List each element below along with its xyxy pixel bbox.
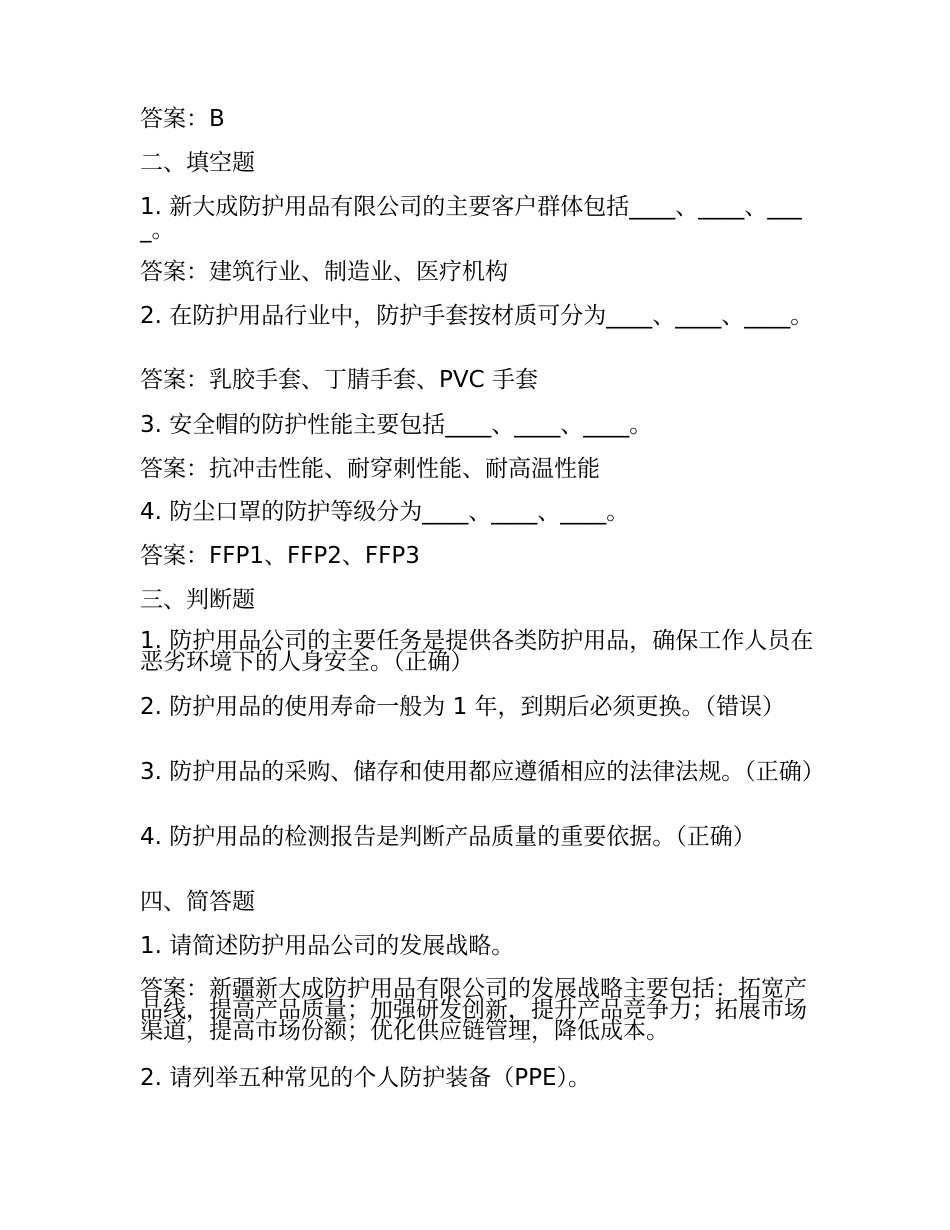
section-heading-true-false: 三、判断题 xyxy=(140,587,255,613)
fill-answer-1: 答案：建筑行业、制造业、医疗机构 xyxy=(140,259,508,285)
short-answer-1: 答案：新疆新大成防护用品有限公司的发展战略主要包括：拓宽产品线，提高产品质量；加强研发创新，提升产品竞争力；拓展市场渠道，提高市场份额；优化供应链管理，降低成本。 xyxy=(140,976,807,1044)
answer-line: 答案：B xyxy=(140,106,225,132)
judge-question-1: 1. 防护用品公司的主要任务是提供各类防护用品，确保工作人员在恶劣环境下的人身安全。（正确） xyxy=(140,628,814,675)
judge-question-2: 2. 防护用品的使用寿命一般为 1 年，到期后必须更换。（错误） xyxy=(140,694,786,720)
section-heading-fill-in: 二、填空题 xyxy=(140,150,255,176)
fill-question-2: 2. 在防护用品行业中，防护手套按材质可分为____、____、____。 xyxy=(140,303,814,329)
fill-answer-2: 答案：乳胶手套、丁腈手套、PVC 手套 xyxy=(140,367,538,393)
short-question-2: 2. 请列举五种常见的个人防护装备（PPE）。 xyxy=(140,1065,592,1091)
section-heading-short-answer: 四、简答题 xyxy=(140,889,255,915)
fill-answer-4: 答案：FFP1、FFP2、FFP3 xyxy=(140,543,420,569)
fill-question-1: 1. 新大成防护用品有限公司的主要客户群体包括____、____、____。 xyxy=(140,194,802,243)
short-question-1: 1. 请简述防护用品公司的发展战略。 xyxy=(140,933,515,959)
fill-answer-3: 答案：抗冲击性能、耐穿刺性能、耐高温性能 xyxy=(140,456,600,482)
fill-question-4: 4. 防尘口罩的防护等级分为____、____、____。 xyxy=(140,499,630,525)
judge-question-3: 3. 防护用品的采购、储存和使用都应遵循相应的法律法规。（正确） xyxy=(140,759,825,785)
fill-question-3: 3. 安全帽的防护性能主要包括____、____、____。 xyxy=(140,412,653,438)
judge-question-4: 4. 防护用品的检测报告是判断产品质量的重要依据。（正确） xyxy=(140,824,756,850)
